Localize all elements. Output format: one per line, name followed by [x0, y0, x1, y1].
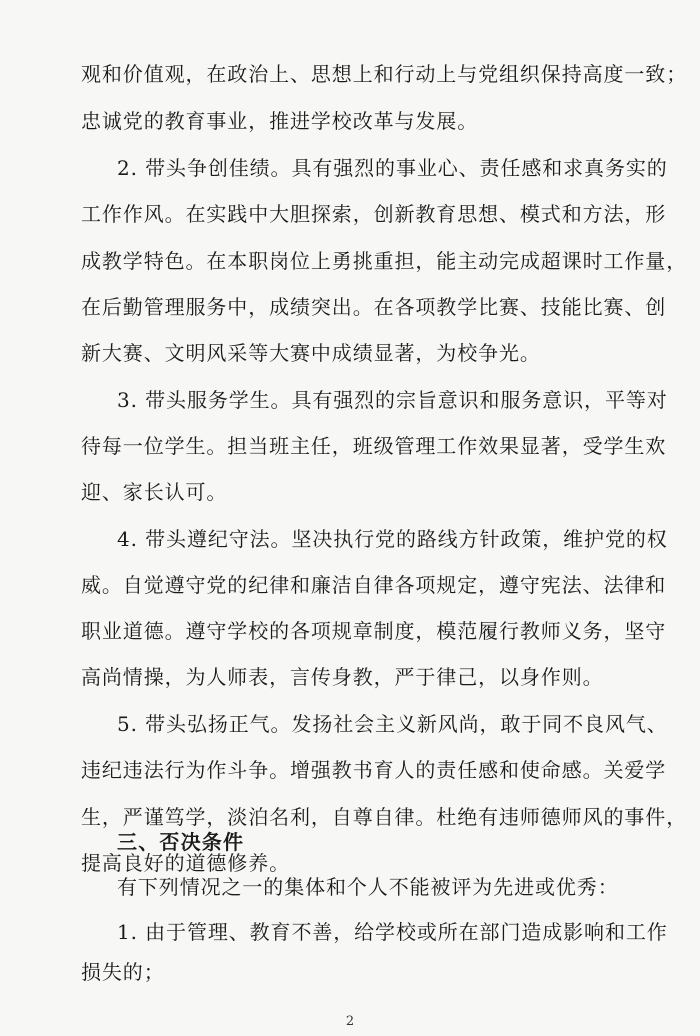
text-line: 新大赛、文明风采等大赛中成绩显著，为校争光。: [81, 341, 541, 365]
paragraph-item-2-line: 2. 带头争创佳绩。具有强烈的事业心、责任感和求真务实的: [117, 156, 668, 180]
text-line: 高尚情操，为人师表，言传身教，严于律己，以身作则。: [81, 665, 604, 689]
text-line: 职业道德。遵守学校的各项规章制度，模范履行教师义务，坚守: [81, 619, 667, 643]
paragraph-item-1-line: 1. 由于管理、教育不善，给学校或所在部门造成影响和工作: [117, 920, 668, 944]
section-heading: 三、否决条件: [117, 830, 245, 854]
text-line: 违纪违法行为作斗争。增强教书育人的责任感和使命感。关爱学: [81, 758, 667, 782]
text-line: 待每一位学生。担当班主任，班级管理工作效果显著，受学生欢: [81, 434, 667, 458]
text-line: 在后勤管理服务中，成绩突出。在各项教学比赛、技能比赛、创: [81, 295, 667, 319]
text-line: 提高良好的道德修养。: [81, 851, 290, 875]
paragraph-item-4-line: 4. 带头遵纪守法。坚决执行党的路线方针政策，维护党的权: [117, 527, 668, 551]
paragraph-item-3-line: 3. 带头服务学生。具有强烈的宗旨意识和服务意识，平等对: [117, 388, 668, 412]
text-line: 损失的；: [81, 960, 165, 984]
text-line: 成教学特色。在本职岗位上勇挑重担，能主动完成超课时工作量，: [81, 249, 688, 273]
text-line: 忠诚党的教育事业，推进学校改革与发展。: [81, 109, 479, 133]
text-line: 工作作风。在实践中大胆探索，创新教育思想、模式和方法，形: [81, 202, 667, 226]
text-line: 生，严谨笃学，淡泊名利，自尊自律。杜绝有违师德师风的事件，: [81, 805, 688, 829]
text-line: 威。自觉遵守党的纪律和廉洁自律各项规定，遵守宪法、法律和: [81, 573, 667, 597]
text-line: 迎、家长认可。: [81, 480, 228, 504]
page-number: 2: [345, 1014, 355, 1029]
paragraph-item-5-line: 5. 带头弘扬正气。发扬社会主义新风尚，敢于同不良风气、: [117, 712, 668, 736]
paragraph-intro-line: 有下列情况之一的集体和个人不能被评为先进或优秀：: [117, 875, 619, 899]
text-line: 观和价值观，在政治上、思想上和行动上与党组织保持高度一致；: [81, 62, 688, 86]
